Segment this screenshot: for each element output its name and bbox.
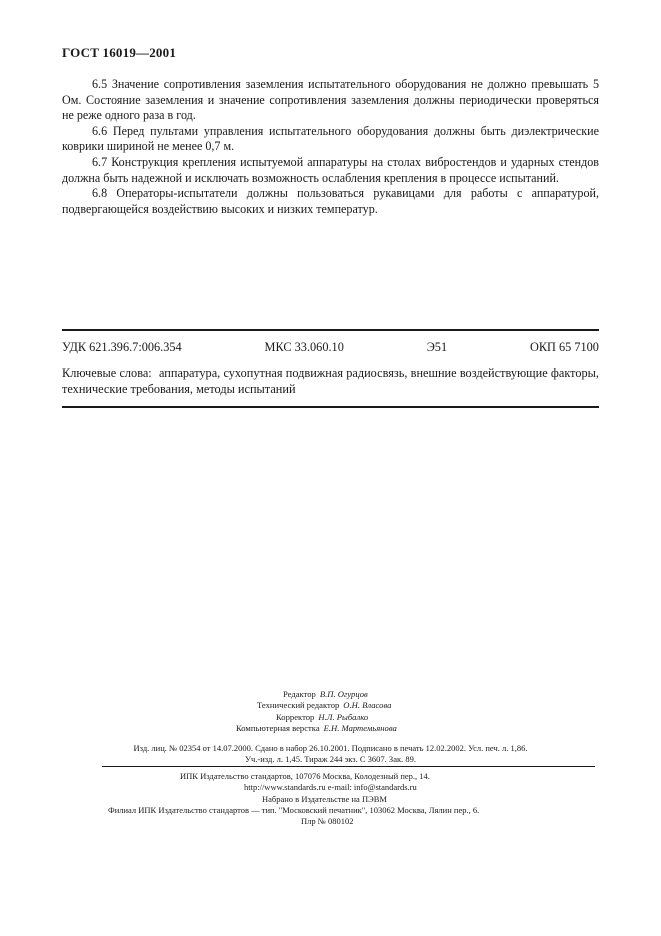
- credit-role: Компьютерная верстка: [236, 723, 320, 734]
- keywords-label: Ключевые слова:: [62, 366, 152, 380]
- printer-line-1: ИПК Издательство стандартов, 107076 Москва, Колодезный пер., 14.: [180, 771, 430, 781]
- bottom-divider: [62, 406, 599, 408]
- printer-line-2: http://www.standards.ru e-mail: info@standards.ru: [244, 782, 417, 793]
- udk-code: УДК 621.396.7:006.354: [62, 340, 182, 354]
- credit-name: Н.Л. Рыбалко: [318, 711, 369, 722]
- keywords-block: [62, 365, 599, 397]
- credit-editor: [283, 689, 368, 700]
- printer-line-4: Филиал ИПК Издательство стандартов — тип. "Московский печатник", 103062 Москва, Лялин пер., 6.: [108, 804, 480, 815]
- okp-code: ОКП 65 7100: [529, 340, 599, 354]
- credit-role: Корректор: [276, 711, 315, 722]
- keywords-text: аппаратура, сухопутная подвижная радиосвязь, внешние воздействующие факторы, технические требования, методы испытаний: [62, 366, 600, 396]
- paragraph-6-6: 6.6 Перед пультами управления испытательного оборудования должны быть диэлектрические коврики шириной не менее 0,7 м.: [62, 123, 599, 154]
- credit-layout: [236, 723, 397, 734]
- paragraph-6-5: 6.5 Значение сопротивления заземления испытательного оборудования не должно превышать 5 Ом. Состояние заземления и значение сопротивления заземления должны периодически проверяться не реже одного раза в год.: [62, 77, 599, 123]
- publication-line-2: Уч.-изд. л. 1,45. Тираж 244 экз. С 3607. Зак. 89.: [245, 754, 416, 765]
- credit-role: Редактор: [283, 689, 316, 699]
- body-text: [62, 77, 599, 217]
- top-divider: [62, 329, 599, 331]
- publication-line-1: Изд. лиц. № 02354 от 14.07.2000. Сдано в набор 26.10.2001. Подписано в печать 12.02.2002. Усл. печ. л. 1,86.: [133, 743, 528, 753]
- classification-row: [62, 340, 599, 355]
- mks-code: МКС 33.060.10: [264, 340, 344, 354]
- credit-role: Технический редактор: [257, 700, 340, 711]
- credit-name: О.Н. Власова: [343, 700, 392, 711]
- credit-tech-editor: [257, 700, 391, 711]
- printer-line-5: Плр № 080102: [301, 816, 354, 827]
- credit-name: В.П. Огурцов: [319, 689, 368, 699]
- group-code: Э51: [426, 340, 448, 354]
- printer-line-3: Набрано в Издательстве на ПЭВМ: [262, 793, 387, 804]
- credit-corrector: [276, 712, 368, 723]
- paragraph-6-8: 6.8 Операторы-испытатели должны пользоваться рукавицами для работы с аппаратурой, подвергающейся воздействию высоких и низких температур.: [62, 186, 599, 216]
- paragraph-6-7: 6.7 Конструкция крепления испытуемой аппаратуры на столах вибростендов и ударных стендов должна быть надежной и исключать возможность ослабления крепления в процессе испытаний.: [62, 154, 599, 185]
- publication-info: [0, 743, 661, 766]
- publication-divider: [102, 766, 595, 767]
- document-header: ГОСТ 16019—2001: [62, 45, 177, 60]
- credit-name: Е.Н. Мартемьянова: [323, 723, 397, 734]
